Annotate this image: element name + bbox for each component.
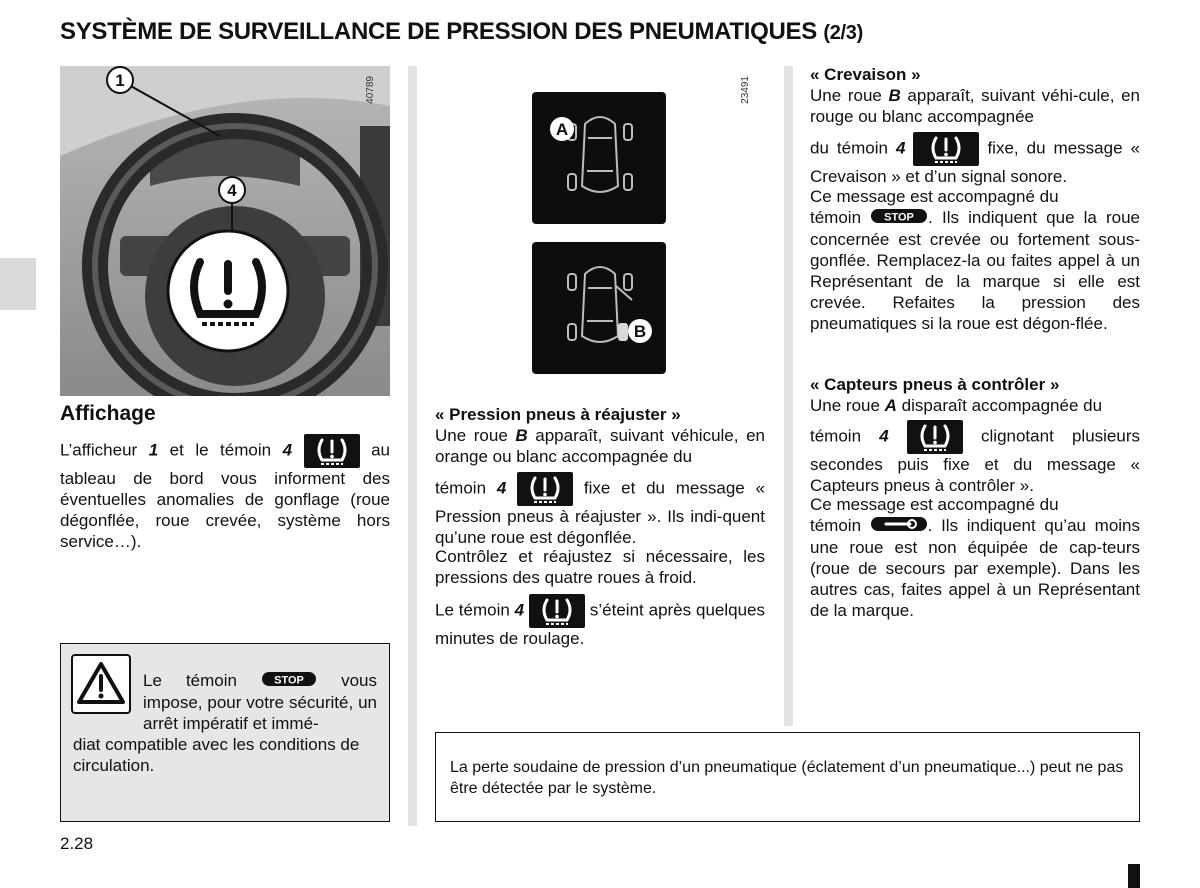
page-number: 2.28 [60,834,94,853]
wheels-figure [530,66,760,378]
label-b: B [633,322,647,341]
tpms-warning-icon [907,420,963,454]
stop-icon [261,671,317,692]
chapter-tab [0,258,36,310]
pression-heading: « Pression pneus à réajuster » [435,405,681,424]
corner-mark [1128,864,1140,888]
crevaison-text-3: Ce message est accompagné du témoin STOP . Ils indiquent que la roue concernée est crevée ou fortement sous-gonflée. Remplacez-la ou faites appel à un Représentant de la marque si elle est crevée. Refaites la pression des pneumatiques si la roue est dégon-flée. [810,187,1141,334]
pression-section: « Pression pneus à réajuster » Une roue B apparaît, suivant véhicule, en orange ou blanc accompagnée du [435,405,765,466]
pression-text-3: Contrôlez et réajustez si nécessaire, les pressions des quatre roues à froid. [435,547,765,587]
warning-text-bottom: diat compatible avec les conditions de circulation. [73,735,360,775]
info-text: La perte soudaine de pression d’un pneumatique (éclatement d’un pneumatique...) peut ne pas être détectée par le système. [450,759,1124,797]
dashboard-illustration [60,66,390,396]
tpms-warning-icon [304,434,360,468]
stop-icon [870,208,928,229]
warning-triangle-icon [71,654,131,714]
service-wrench-icon [870,516,928,537]
wheels-ref-code: 23491 [740,76,751,104]
pression-text-2: témoin 4 fixe et du message « Pression pneus à réajuster ». Ils indi-quent qu’une roue est dégonflée. [435,472,765,548]
capteurs-section: « Capteurs pneus à contrôler » Une roue A disparaît accompagnée du [810,375,1103,415]
svg-text:STOP: STOP [274,674,304,687]
affichage-text: L’afficheur 1 et le témoin 4 au tableau de bord vous informent des éventuelles anomalies de gonflage (roue dégonflée, roue crevée, système hors service…). [60,434,390,552]
title-part: (2/3) [823,22,863,44]
column-separator-2 [784,66,793,726]
svg-text:STOP: STOP [884,211,915,224]
column-separator-1 [408,66,417,826]
crevaison-section: « Crevaison » Une roue B apparaît, suivant véhi-cule, en rouge ou blanc accompagnée [810,65,1140,126]
warning-box [60,643,390,822]
capteurs-text-3: Ce message est accompagné du témoin . Ils indiquent qu’au moins une roue est non équipée de cap-teurs (roue de secours par exemple). Dans les autres cas, faites appel à un Représentant de la marque. [810,495,1140,621]
crevaison-heading: « Crevaison » [810,65,921,84]
label-a: A [555,120,569,139]
capteurs-text-2: témoin 4 clignotant plusieurs secondes puis fixe et du message « Capteurs pneus à contrôler ». [810,420,1140,496]
warning-text-top: Le témoin STOP vous impose, pour votre sécurité, un arrêt impératif et immé- [143,671,377,734]
tpms-warning-icon [529,594,585,628]
callout-1: 1 [115,71,125,90]
figure-ref-code: 40789 [365,76,376,104]
info-box [435,732,1140,822]
callout-4: 4 [227,181,237,200]
crevaison-text-2: du témoin 4 fixe, du message « Crevaison » et d’un signal sonore. [810,132,1140,187]
title-main: SYSTÈME DE SURVEILLANCE DE PRESSION DES PNEUMATIQUES [60,18,817,45]
pression-text-4: Le témoin 4 s’éteint après quelques minutes de roulage. [435,594,765,649]
tpms-warning-icon [913,132,979,166]
dashboard-figure [60,66,390,396]
capteurs-heading: « Capteurs pneus à contrôler » [810,375,1060,394]
affichage-heading: Affichage [60,402,156,425]
page-title [60,18,863,46]
tpms-warning-icon [517,472,573,506]
